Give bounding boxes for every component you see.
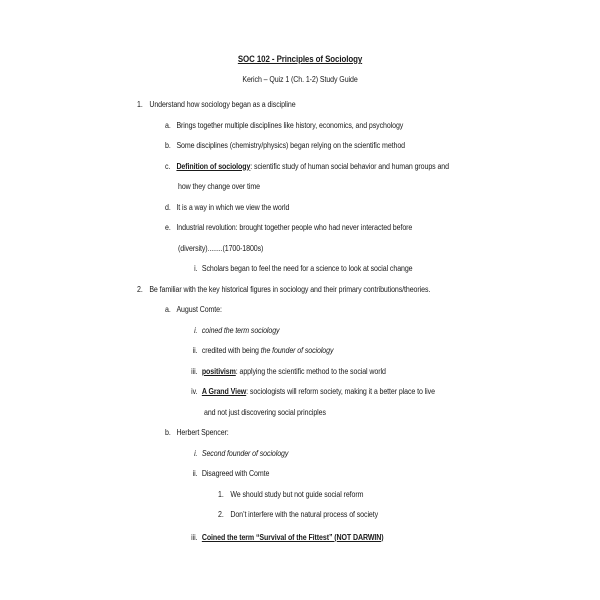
- list-marker: b.: [165, 428, 171, 437]
- line-text-italic: the founder of sociology: [260, 346, 334, 355]
- line-1: [0, 95, 600, 116]
- defined-term: Definition of sociology: [176, 161, 251, 171]
- line-2a-iv: [0, 382, 600, 403]
- line-1b: [0, 136, 600, 157]
- line-text: how they change over time: [178, 182, 260, 191]
- list-marker: a.: [165, 120, 171, 130]
- list-marker: 2.: [137, 284, 143, 294]
- line-2a-iii: [0, 362, 600, 383]
- line-text: Second founder of sociology: [201, 448, 289, 458]
- line-text: Be familiar with the key historical figures in sociology and their primary contributions/theories.: [149, 284, 431, 294]
- list-marker: a.: [165, 305, 171, 314]
- line-text: Coined the term “Survival of the Fittest” (NOT DARWIN): [201, 532, 384, 542]
- list-marker: e.: [165, 223, 171, 232]
- doc-title-text: SOC 102 - Principles of Sociology: [237, 54, 363, 64]
- line-text: Disagreed with Comte: [201, 469, 270, 478]
- line-2a: [0, 300, 600, 321]
- line-2a-ii: [0, 341, 600, 362]
- line-text: It is a way in which we view the world: [176, 202, 290, 212]
- doc-subtitle-text: Kerich – Quiz 1 (Ch. 1-2) Study Guide: [242, 74, 358, 84]
- list-marker: ii.: [192, 469, 198, 478]
- line-text-rest: : sociologists will reform society, making it a better place to live: [246, 387, 435, 396]
- line-text: Understand how sociology began as a discipline: [149, 100, 296, 109]
- line-text: We should study but not guide social reform: [230, 489, 364, 499]
- line-text-rest: : scientific study of human social behavior and human groups and: [250, 161, 449, 171]
- line-text: August Comte:: [176, 305, 222, 314]
- line-2a-iv-cont: [0, 403, 600, 424]
- line-1d: [0, 198, 600, 219]
- line-2b-iii: [0, 528, 600, 549]
- line-1e-cont: [0, 239, 600, 260]
- list-marker: b.: [165, 141, 171, 150]
- line-2b-ii: [0, 464, 600, 485]
- line-1a: [0, 116, 600, 137]
- line-text: Brings together multiple disciplines like history, economics, and psychology: [176, 120, 404, 130]
- list-marker: 1.: [137, 100, 143, 109]
- line-1e: [0, 218, 600, 239]
- line-text: Industrial revolution: brought together people who had never interacted before: [176, 223, 413, 232]
- list-marker: i.: [194, 264, 198, 273]
- line-text: coined the term sociology: [201, 325, 280, 335]
- line-text: [176, 157, 449, 178]
- line-2: [0, 280, 600, 301]
- line-text: Scholars began to feel the need for a science to look at social change: [201, 264, 413, 273]
- defined-term: A Grand View: [201, 387, 247, 396]
- list-marker: 2.: [218, 510, 224, 519]
- line-text: [202, 382, 435, 403]
- line-1c-cont: [0, 177, 600, 198]
- list-marker: ii.: [192, 346, 198, 355]
- line-text-plain: credited with being: [201, 346, 261, 355]
- line-text: [202, 362, 386, 383]
- list-marker: c.: [165, 161, 171, 171]
- line-text-rest: : applying the scientific method to the social world: [235, 366, 386, 376]
- line-text: Herbert Spencer:: [176, 428, 229, 437]
- line-text: (diversity)........(1700-1800s): [178, 243, 264, 253]
- line-2b-ii-1: [0, 485, 600, 506]
- line-1c: [0, 157, 600, 178]
- list-marker: iii.: [191, 366, 198, 376]
- defined-term: positivism: [201, 366, 236, 376]
- doc-subtitle: [36, 70, 564, 91]
- line-1e-i: [0, 259, 600, 280]
- list-marker: iii.: [191, 532, 198, 542]
- line-2b-i: [0, 444, 600, 465]
- line-text: and not just discovering social principles: [204, 407, 326, 417]
- line-2b: [0, 423, 600, 444]
- list-marker: i.: [194, 448, 198, 458]
- line-text: [202, 341, 334, 362]
- list-marker: d.: [165, 202, 171, 212]
- list-marker: 1.: [218, 489, 224, 499]
- list-marker: i.: [194, 325, 198, 335]
- doc-title: [36, 49, 564, 70]
- list-marker: iv.: [191, 387, 198, 396]
- line-2a-i: [0, 321, 600, 342]
- line-2b-ii-2: [0, 505, 600, 526]
- line-text: Don’t interfere with the natural process of society: [230, 510, 379, 519]
- line-text: Some disciplines (chemistry/physics) began relying on the scientific method: [176, 141, 406, 150]
